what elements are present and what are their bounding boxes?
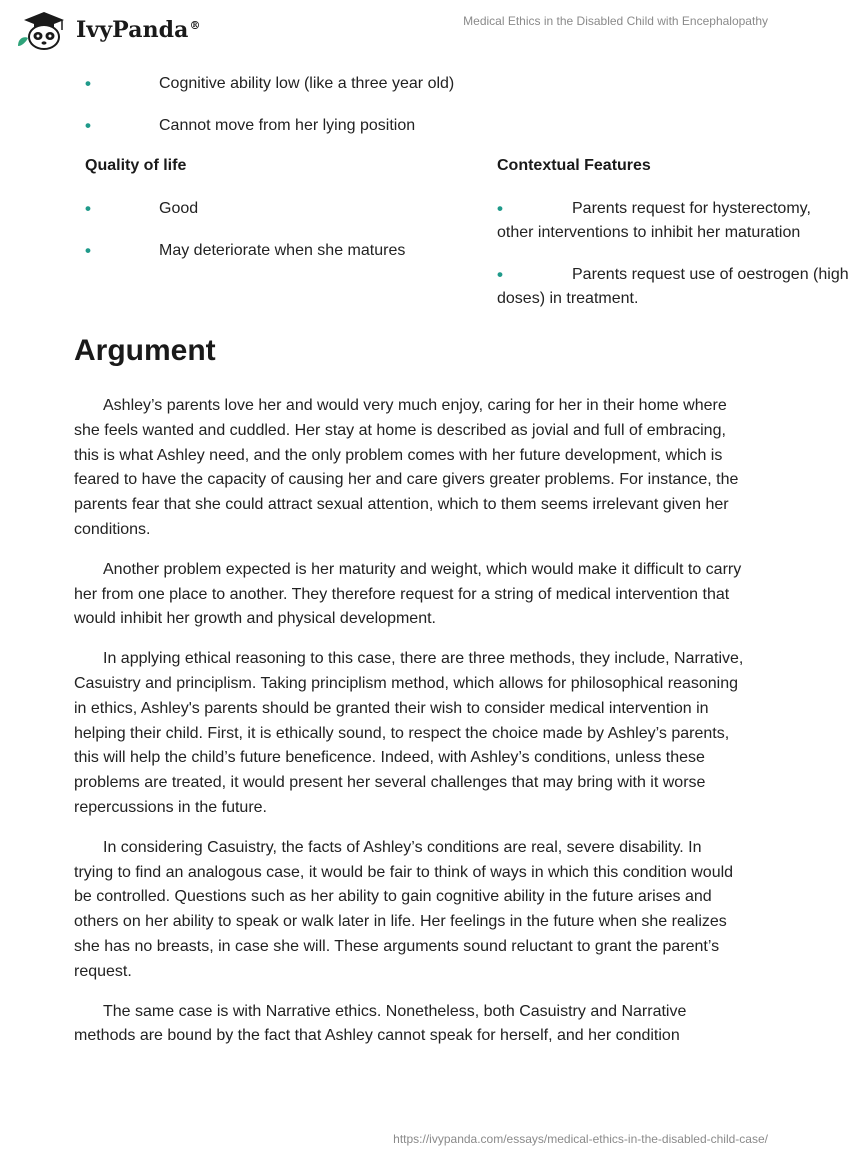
panda-graduate-icon <box>14 8 70 52</box>
bullet-icon: • <box>497 265 503 284</box>
paragraph: Ashley’s parents love her and would very much enjoy, caring for her in their home where she feels wanted and cuddled. Her stay at home is described as jovial and full of embracing, this is what Ashley need, and the only problem comes with her future development, which is feared to have the capacity of causing her and care givers greater problems. For instance, the parents fear that she could attract sexual attention, which to them seems irrelevant given her conditions. <box>74 397 739 538</box>
bullet-icon: • <box>85 74 91 93</box>
brand-name: IvyPanda® <box>76 17 201 43</box>
document-page: IvyPanda® Medical Ethics in the Disabled Child with Encephalopathy • Cognitive ability low (like a three year old) • Cannot move from her lying position Quality of life • Good • May deteriorate when she matures Contextual Features • Parents request for hysterectomy, other interventions to inhibit her maturation • Parents request use of oestrogen (high doses) in treatment. Argument Ashley’s parents love her and would very much enjoy, caring for her in their home where she feels wanted and cuddled. Her stay at home is described as jovial and full of embracing, this is what Ashley need, and the only problem comes with her future development, which is feared to have the capacity of causing her and care givers greater problems. For instance, the parents fear that she could attract sexual attention, which to them seems irrelevant given her conditions. Another problem expected is her maturity and weight, which would make it difficult to carry her from one place to another. They therefore request for a string of medical intervention that would inhibit her growth and physical development. In applying ethical reasoning to this case, there are three methods, they include, Narrative, Casuistry and principlism. Taking principlism method, which allows for philosophical reasoning in ethics, Ashley's parents should be granted their wish to consider medical intervention in helping their child. First, it is ethically sound, to respect the choice made by Ashley’s parents, this will help the child’s future beneficence. Indeed, with Ashley’s conditions, unless these problems are treated, it would present her several challenges that may bring with it worse repercussions in the future. In considering Casuistry, the facts of Ashley’s conditions are real, severe disability. In trying to find an analogous case, it would be fair to think of ways in which this condition would be controlled. Questions such as her ability to gain cognitive ability in the future arises and others on her ability to speak or walk later in life. Her feelings in the future when she realizes she has no breasts, in case she will. These arguments sound reluctant to grant the parent’s request. The same case is with Narrative ethics. Nonetheless, both Casuistry and Narrative methods are bound by the fact that Ashley cannot speak for herself, and her condition https://ivypanda.com/essays/medical-ethics-in-the-disabled-child-case/ <box>0 0 800 1160</box>
bullet-icon: • <box>497 199 503 218</box>
source-url[interactable]: https://ivypanda.com/essays/medical-ethics-in-the-disabled-child-case/ <box>393 1132 768 1146</box>
quality-of-life-heading: Quality of life <box>85 157 187 174</box>
paragraph: In considering Casuistry, the facts of Ashley’s conditions are real, severe disability. In trying to find an analogous case, it would be fair to think of ways in which this condition would be controlled. Questions such as her ability to gain cognitive ability in the future arises and others on her ability to speak or walk later in life. Her feelings in the future when she realizes she has no breasts, in case she will. These arguments sound reluctant to grant the parent’s request. <box>74 838 734 980</box>
ivypanda-logo[interactable] <box>14 8 201 52</box>
list-item: • Parents request use of oestrogen (high doses) in treatment. <box>497 265 849 307</box>
bullet-icon: • <box>85 241 91 260</box>
paragraph: The same case is with Narrative ethics. Nonetheless, both Casuistry and Narrative methods are bound by the fact that Ashley cannot speak for herself, and her condition <box>74 1002 687 1045</box>
argument-body <box>74 394 744 1064</box>
list-item: • Parents request for hysterectomy, other interventions to inhibit her maturation <box>497 199 811 241</box>
paragraph: In applying ethical reasoning to this case, there are three methods, they include, Narrative, Casuistry and principlism. Taking principlism method, which allows for philosophical reasoning in ethics, Ashley's parents should be granted their wish to consider medical intervention in helping their child. First, it is ethically sound, to respect the choice made by Ashley’s parents, this will help the child’s future beneficence. Indeed, with Ashley’s conditions, unless these problems are treated, it would present her several challenges that may bring with it worse repercussions in the future. <box>74 650 744 816</box>
document-title: Medical Ethics in the Disabled Child with Encephalopathy <box>463 14 768 28</box>
bullet-icon: • <box>85 199 91 218</box>
paragraph: Another problem expected is her maturity and weight, which would make it difficult to carry her from one place to another. They therefore request for a string of medical intervention that would inhibit her growth and physical development. <box>74 560 742 628</box>
argument-heading: Argument <box>74 334 216 367</box>
bullet-icon: • <box>85 116 91 135</box>
contextual-features-heading: Contextual Features <box>497 157 651 174</box>
